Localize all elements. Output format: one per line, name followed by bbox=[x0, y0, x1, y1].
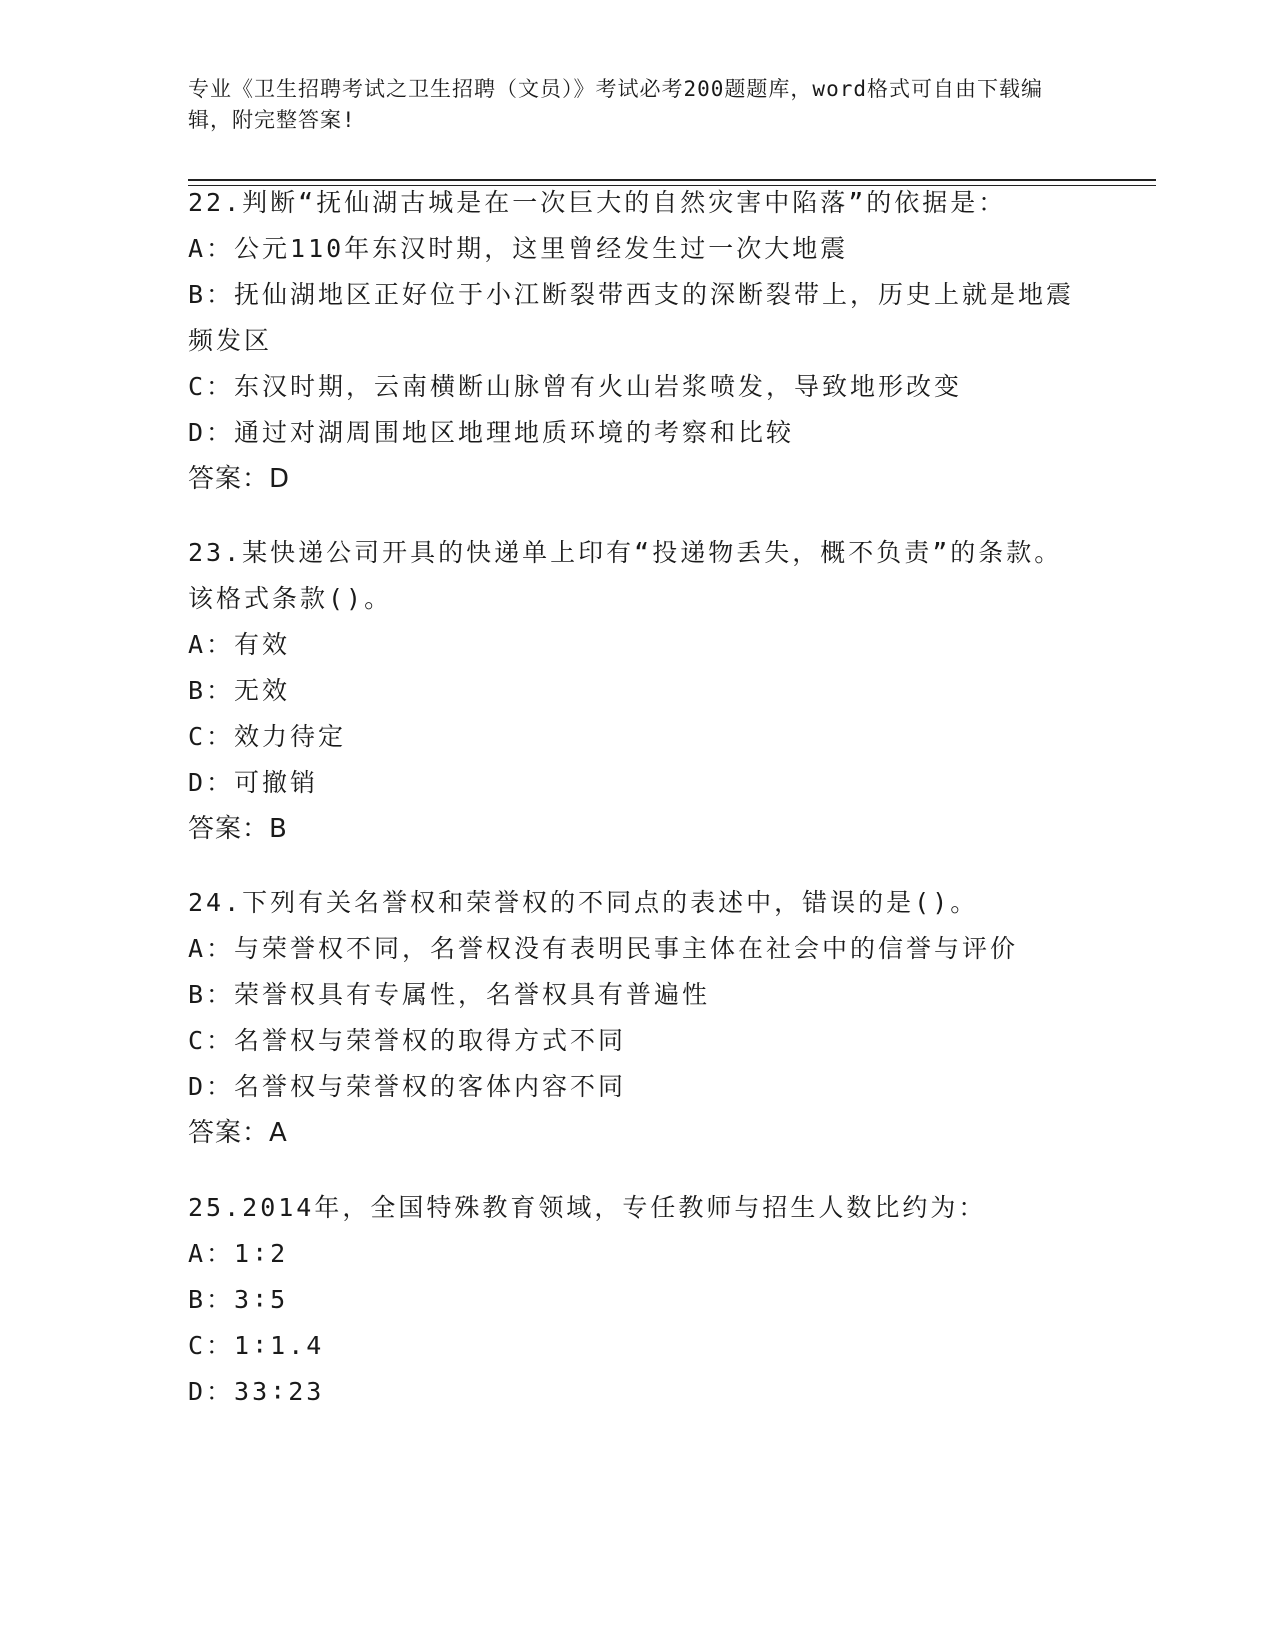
option-d: D：可撤销 bbox=[188, 768, 319, 797]
question-24 bbox=[188, 880, 1088, 1156]
option-b: B：无效 bbox=[188, 676, 291, 705]
document-header: 专业《卫生招聘考试之卫生招聘（文员）》考试必考200题题库，word格式可自由下载编辑，附完整答案! bbox=[188, 77, 1043, 132]
question-stem: 22.判断“抚仙湖古城是在一次巨大的自然灾害中陷落”的依据是： bbox=[188, 188, 1007, 217]
option-a: A：与荣誉权不同，名誉权没有表明民事主体在社会中的信誉与评价 bbox=[188, 934, 1019, 963]
answer-label: 答案：B bbox=[188, 814, 288, 844]
option-b: B：抚仙湖地区正好位于小江断裂带西支的深断裂带上，历史上就是地震频发区 bbox=[188, 280, 1075, 355]
option-d: D：名誉权与荣誉权的客体内容不同 bbox=[188, 1072, 627, 1101]
option-c: C：东汉时期，云南横断山脉曾有火山岩浆喷发，导致地形改变 bbox=[188, 372, 963, 401]
option-d: D：33∶23 bbox=[188, 1377, 325, 1406]
answer-label: 答案：A bbox=[188, 1118, 288, 1148]
option-a: A：1∶2 bbox=[188, 1239, 289, 1268]
option-a: A：有效 bbox=[188, 630, 291, 659]
question-25 bbox=[188, 1185, 1088, 1415]
option-c: C：名誉权与荣誉权的取得方式不同 bbox=[188, 1026, 627, 1055]
question-stem: 25.2014年，全国特殊教育领域，专任教师与招生人数比约为： bbox=[188, 1193, 987, 1222]
question-stem: 23.某快递公司开具的快递单上印有“投递物丢失，概不负责”的条款。该格式条款()。 bbox=[188, 538, 1063, 613]
option-d: D：通过对湖周围地区地理地质环境的考察和比较 bbox=[188, 418, 795, 447]
answer-label: 答案：D bbox=[188, 464, 291, 494]
option-c: C：1∶1.4 bbox=[188, 1331, 325, 1360]
question-stem: 24.下列有关名誉权和荣誉权的不同点的表述中，错误的是()。 bbox=[188, 888, 979, 917]
option-a: A：公元110年东汉时期，这里曾经发生过一次大地震 bbox=[188, 234, 849, 263]
question-23 bbox=[188, 530, 1088, 852]
option-b: B：荣誉权具有专属性，名誉权具有普遍性 bbox=[188, 980, 711, 1009]
option-c: C：效力待定 bbox=[188, 722, 347, 751]
option-b: B：3∶5 bbox=[188, 1285, 289, 1314]
question-22 bbox=[188, 180, 1088, 502]
